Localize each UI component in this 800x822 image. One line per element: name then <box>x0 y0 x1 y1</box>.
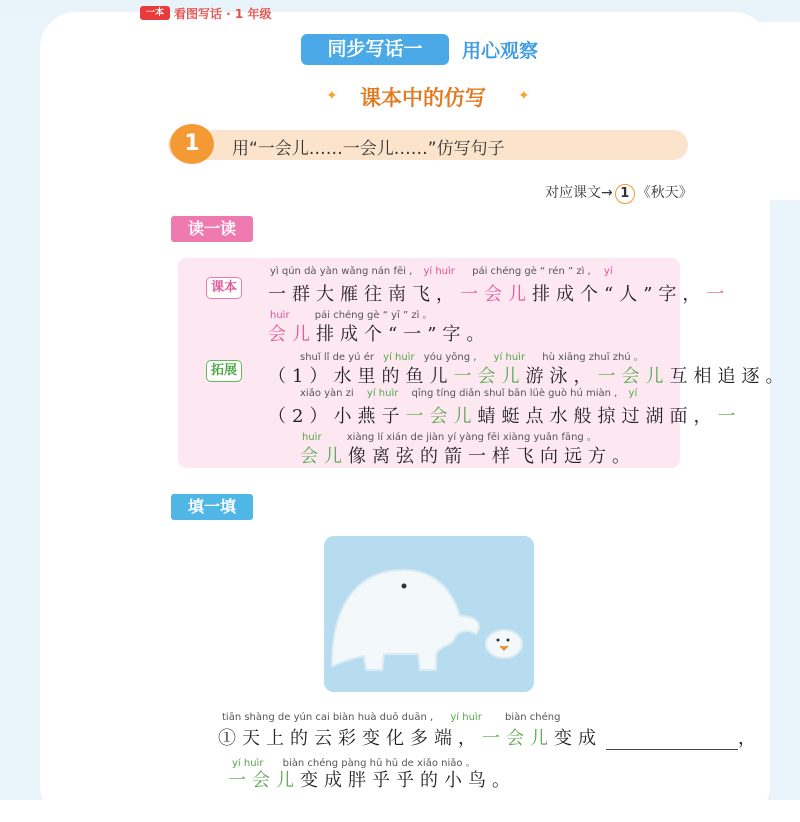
pinyin: biàn chéng <box>505 712 561 723</box>
pinyin: yí huìr <box>450 712 482 723</box>
reference-prefix: 对应课文→ <box>545 185 613 201</box>
sentence-text: 一群大雁往南飞， <box>268 284 460 305</box>
star-icon: ✦ <box>326 88 338 104</box>
sentence-text: ①天上的云彩变化多端， <box>218 728 482 749</box>
highlight-text: 一 <box>717 406 742 427</box>
bird-cloud <box>486 630 522 658</box>
sentence-text: 变成 <box>554 728 602 749</box>
pinyin: yí <box>603 266 613 277</box>
pinyin: yí huìr <box>423 266 455 277</box>
highlight-text: 一会儿 <box>453 366 526 387</box>
pinyin: yí <box>628 388 638 399</box>
answer-blank[interactable] <box>606 731 738 750</box>
pinyin: pái chéng gè “ rén ” zì , <box>472 266 591 277</box>
highlight-text: 一 <box>706 284 731 305</box>
question-line <box>218 724 762 750</box>
star-icon: ✦ <box>518 88 530 104</box>
text-line <box>268 280 730 306</box>
highlight-text: 一会儿 <box>482 728 554 749</box>
cloud-illustration <box>324 536 534 692</box>
sentence-text: 互相追逐。 <box>669 366 790 387</box>
highlight-text: 一会儿 <box>228 770 300 791</box>
text-line <box>300 442 636 468</box>
highlight-text: 会儿 <box>300 446 348 467</box>
textbook-chip: 课本 <box>206 277 242 299</box>
pinyin: pái chéng gè “ yī ” zì 。 <box>314 310 433 321</box>
read-label: 读一读 <box>171 216 253 242</box>
pinyin: yí huìr <box>383 352 415 363</box>
pinyin: biàn chéng pàng hū hū de xiǎo niǎo 。 <box>282 758 476 769</box>
section-title: 用“一会儿……一会儿……”仿写句子 <box>232 139 505 159</box>
sentence-text: （2）小燕子 <box>268 406 406 427</box>
cloud-elephant-bird-image <box>324 536 534 692</box>
sentence-text: 变成胖乎乎的小鸟。 <box>300 770 516 791</box>
pinyin-line <box>270 306 433 321</box>
pinyin: shuǐ lǐ de yú ér <box>300 352 374 363</box>
sentence-text: 蜻蜓点水般掠过湖面， <box>477 406 718 427</box>
pinyin-line <box>222 712 560 723</box>
highlight-text: 一会儿 <box>597 366 670 387</box>
highlight-text: 一会儿 <box>460 284 532 305</box>
pinyin: xiǎo yàn zi <box>300 388 354 399</box>
page-subtitle: 课本中的仿写 <box>360 86 486 110</box>
sentence-text: 游泳， <box>525 366 598 387</box>
fill-label: 填一填 <box>171 494 253 520</box>
page-title-theme: 用心观察 <box>462 40 539 62</box>
sentence-text: 排成个“一”字。 <box>316 324 491 345</box>
question-line <box>228 766 516 792</box>
pinyin-line <box>300 388 637 399</box>
sentence-text: （1）水里的鱼儿 <box>268 366 454 387</box>
pinyin: yí huìr <box>366 388 399 399</box>
sentence-text: 排成个“人”字， <box>532 284 707 305</box>
pinyin-line <box>300 348 644 363</box>
sentence-text: 像离弦的箭一样飞向远方。 <box>348 446 636 467</box>
pinyin: huìr <box>302 432 322 443</box>
pinyin: xiàng lí xián de jiàn yí yàng fēi xiàng yuǎn fāng 。 <box>346 432 597 443</box>
pinyin: qīng tíng diǎn shuǐ bān lüè guò hú miàn , <box>411 388 618 399</box>
pinyin: hù xiāng zhuī zhú 。 <box>542 352 644 363</box>
text-line <box>268 402 741 428</box>
highlight-text: 会儿 <box>268 324 316 345</box>
reference-number: 1 <box>615 184 635 204</box>
sentence-text: ， <box>738 728 762 749</box>
pinyin-line <box>270 266 613 277</box>
pinyin-line <box>302 428 597 443</box>
page-title: 同步写话一 <box>301 34 449 65</box>
brand-logo: 一本 <box>140 6 170 20</box>
extension-chip: 拓展 <box>206 360 242 382</box>
highlight-text: 一会儿 <box>405 406 478 427</box>
pinyin: huìr <box>270 310 290 321</box>
text-line <box>268 320 490 346</box>
text-line <box>268 362 789 388</box>
reference-lesson: 《秋天》 <box>636 185 693 201</box>
pinyin: yì qún dà yàn wǎng nán fēi , <box>270 266 413 277</box>
header-text: 看图写话 · 1 年级 <box>174 7 272 21</box>
pinyin: yí huìr <box>232 758 264 769</box>
pinyin: yí huìr <box>493 352 526 363</box>
pinyin: tiān shàng de yún cai biàn huà duō duān , <box>222 712 434 723</box>
elephant-eye <box>402 584 407 589</box>
pinyin: yóu yǒng , <box>423 352 477 363</box>
section-number: 1 <box>170 124 214 164</box>
lesson-reference <box>545 182 693 204</box>
